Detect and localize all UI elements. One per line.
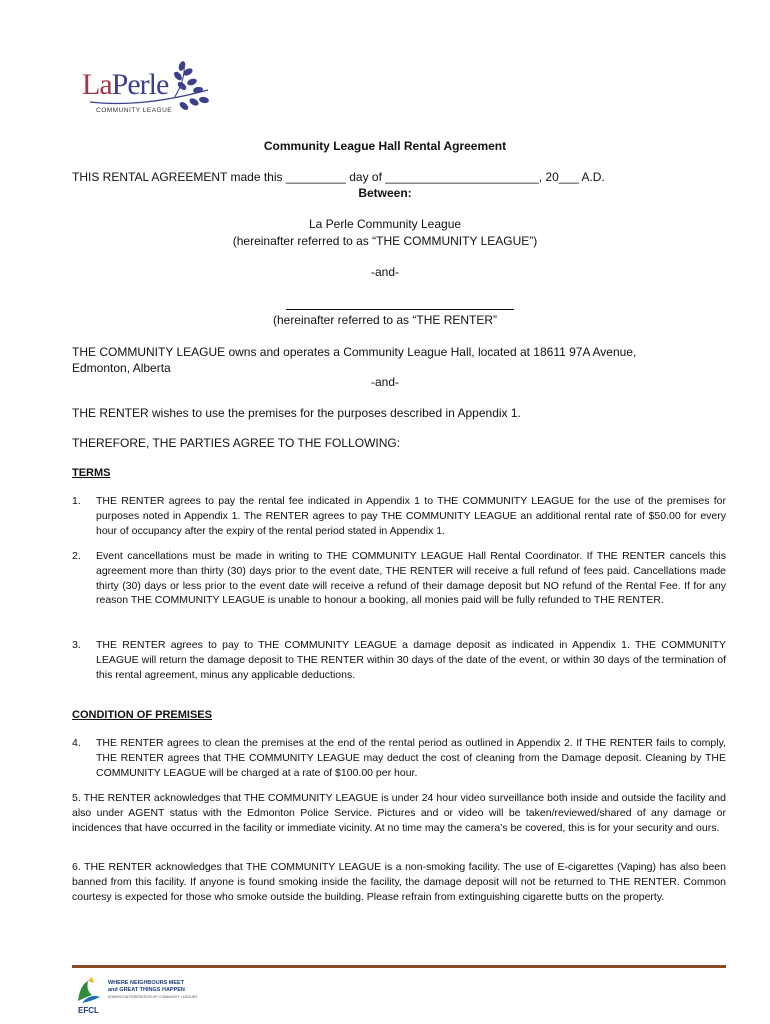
condition-heading: CONDITION OF PREMISES <box>72 709 212 721</box>
efcl-full-name: EDMONTON FEDERATION OF COMMUNITY LEAGUES <box>108 995 198 999</box>
agreement-date-line: THIS RENTAL AGREEMENT made this _________ day of _______________________, 20___ A.D. <box>72 170 605 184</box>
term-text: THE RENTER agrees to pay to THE COMMUNITY LEAGUE a damage deposit as indicated in Appendix 1. THE COMMUNITY LEAGUE will return the damage deposit to THE RENTER within 30 days of the date of the event, or within 30 days of the termination of this rental agreement, minus any applicable deductions. <box>96 639 726 681</box>
term-number: 4. <box>72 737 81 749</box>
terms-heading: TERMS <box>72 467 111 479</box>
term-number: 2. <box>72 550 81 562</box>
footer-divider <box>72 965 726 968</box>
term-item-4 <box>72 736 726 780</box>
efcl-mark-icon <box>74 975 102 1007</box>
la-perle-logo <box>82 60 214 126</box>
party-two-reference: (hereinafter referred to as “THE RENTER” <box>272 313 498 327</box>
term-item-1 <box>72 494 726 538</box>
logo-wordmark: LaPerle <box>82 68 169 101</box>
renter-wishes-line: THE RENTER wishes to use the premises for the purposes described in Appendix 1. <box>72 406 521 420</box>
owns-operates-line: THE COMMUNITY LEAGUE owns and operates a Community League Hall, located at 18611 97A Avenue, <box>72 345 637 359</box>
term-item-2 <box>72 549 726 608</box>
between-label: Between: <box>358 186 412 200</box>
term-text: Event cancellations must be made in writing to THE COMMUNITY LEAGUE Hall Rental Coordinator. If THE RENTER cancels this agreement more than thirty (30) days prior to the event date, THE RENTER will receive a full refund of fees paid. Cancellations made thirty (30) days or less prior to the event date will receive a refund of their damage deposit but NO refund of the Rental Fee. If for any reason THE COMMUNITY LEAGUE is unable to honour a booking, all monies paid will be fully refunded to THE RENTER. <box>96 550 726 607</box>
renter-name-blank[interactable] <box>286 309 514 310</box>
efcl-tagline-1: WHERE NEIGHBOURS MEET <box>108 980 185 986</box>
therefore-line: THEREFORE, THE PARTIES AGREE TO THE FOLLOWING: <box>72 436 401 450</box>
term-number: 1. <box>72 495 81 507</box>
term-number: 3. <box>72 639 81 651</box>
party-one-reference: (hereinafter referred to as “THE COMMUNITY LEAGUE”) <box>232 234 538 248</box>
term-item-5: 5. THE RENTER acknowledges that THE COMMUNITY LEAGUE is under 24 hour video surveillance both inside and outside the facility and also under AGENT status with the Edmonton Police Service. Pictures and or video will be taken/reviewed/shared of any damage or incidences that have occurred in the facility or immediate vicinity. At no time may the camera’s be covered, this is for your security and ours. <box>72 792 726 834</box>
document-title: Community League Hall Rental Agreement <box>263 139 507 153</box>
efcl-label: EFCL <box>78 1006 99 1015</box>
logo-tagline: COMMUNITY LEAGUE <box>96 107 173 114</box>
party-one-name: La Perle Community League <box>308 217 462 231</box>
term-text: THE RENTER agrees to clean the premises at the end of the rental period as outlined in Appendix 2. If THE RENTER fails to comply, THE RENTER agrees that THE COMMUNITY LEAGUE may deduct the cost of cleaning from the Damage deposit. Cleaning by THE COMMUNITY LEAGUE will be charged at a rate of $100.00 per hour. <box>96 737 726 779</box>
term-text: THE RENTER agrees to pay the rental fee indicated in Appendix 1 to THE COMMUNITY LEAGUE for the use of the premises for purposes noted in Appendix 1. The RENTER agrees to pay THE COMMUNITY LEAGUE an additional rental rate of $50.00 for every hour of occupancy after the expiry of the rental period stated in Appendix 1. <box>96 495 726 537</box>
and-separator-2: -and- <box>370 375 399 389</box>
efcl-tagline-2: and GREAT THINGS HAPPEN <box>108 987 185 993</box>
efcl-logo <box>74 975 198 1017</box>
term-item-6: 6. THE RENTER acknowledges that THE COMMUNITY LEAGUE is a non-smoking facility. The use of E-cigarettes (Vaping) has also been banned from this facility. If anyone is found smoking inside the facility, the damage deposit will not be returned to THE RENTER. Common courtesy is expected for those who smoke outside the building. Please refrain from extinguishing cigarette butts on the property. <box>72 861 726 903</box>
location-city: Edmonton, Alberta <box>72 361 171 375</box>
term-item-3 <box>72 638 726 682</box>
and-separator: -and- <box>370 265 399 279</box>
